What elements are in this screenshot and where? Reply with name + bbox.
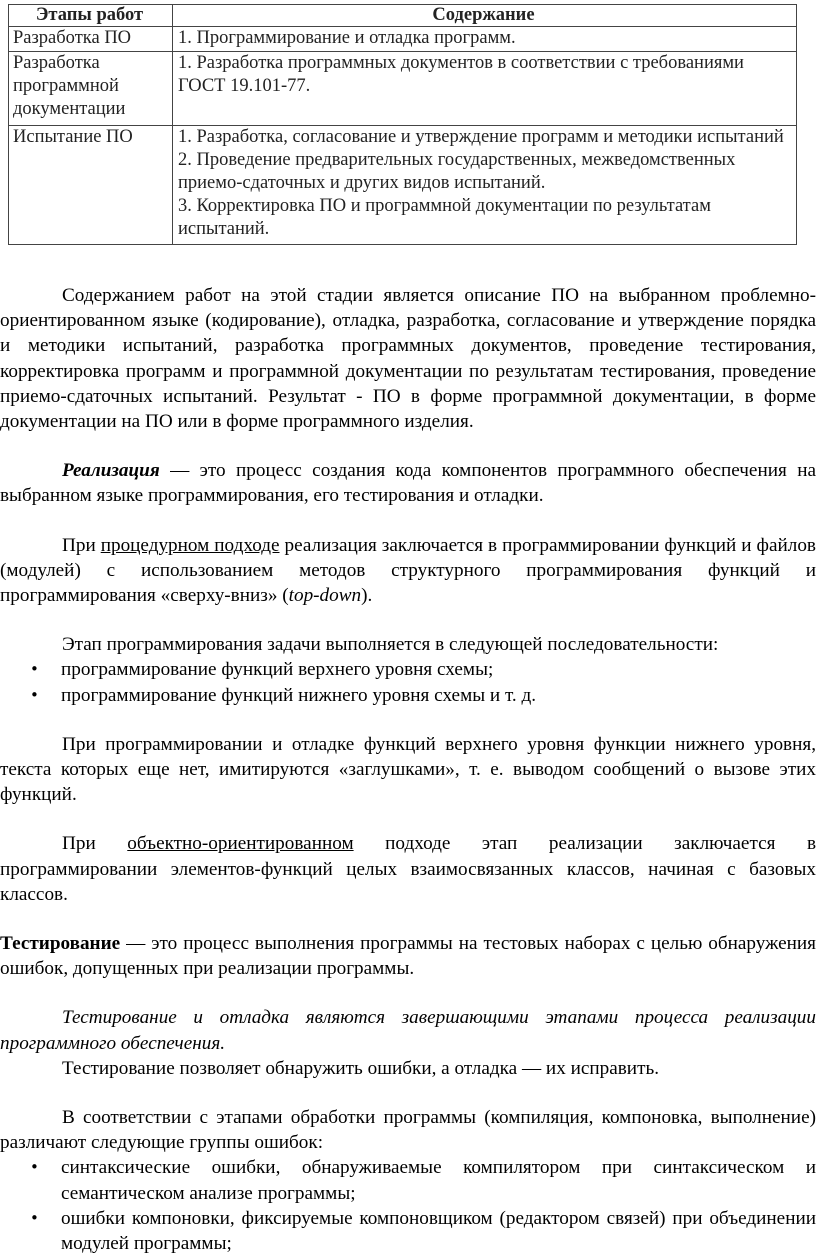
document-body (0, 283, 816, 1256)
stage-cell: Разработка программной документации (9, 52, 173, 126)
content-item: 3. Корректировка ПО и программной документации по результатам испытаний. (178, 196, 711, 239)
content-item: 1. Программирование и отладка программ. (178, 28, 516, 48)
header-stages: Этапы работ (9, 5, 173, 27)
header-content: Содержание (173, 5, 797, 27)
content-cell (173, 126, 797, 245)
list-item: • ошибки компоновки, фиксируемые компоновщиком (редактором связей) при объединении модулей программы; (30, 1207, 816, 1255)
paragraph: В соответствии с этапами обработки программы (компиляция, компоновка, выполнение) различают следующие группы ошибок: (0, 1107, 816, 1154)
content-item: 1. Разработка программных документов в соответствии с требованиями ГОСТ 19.101-77. (178, 53, 744, 96)
paragraph: Этап программирования задачи выполняется в следующей последовательности: (62, 634, 719, 656)
bullet-icon: • (30, 1208, 39, 1227)
paragraph: При программировании и отладке функций верхнего уровня функции нижнего уровня, текста которых еще нет, имитируются «заглушками», т. е. выводом сообщений о вызове этих функций. (0, 733, 816, 806)
paragraph: Тестирование позволяет обнаружить ошибки, а отладка — их исправить. (62, 1057, 660, 1079)
table-row (9, 27, 797, 52)
bullet-icon: • (30, 1158, 39, 1177)
list-item: • программирование функций нижнего уровня схемы и т. д. (0, 683, 816, 708)
paragraph-realization: Реализация — это процесс создания кода компонентов программного обеспечения на выбранном языке программирования, его тестирования и отладки. (0, 460, 816, 507)
paragraph-procedural: При процедурном подходе реализация заключается в программировании функций и файлов (модулей) с использованием методов структурного программирования функций и программирования «сверху-вниз» (top-down). (0, 534, 816, 607)
list-item: • программирование функций верхнего уровня схемы; (0, 657, 816, 682)
stage-cell: Разработка ПО (9, 27, 173, 52)
content-cell (173, 52, 797, 126)
paragraph-oop: При объектно-ориентированном подходе этап реализации заключается в программировании элементов-функций целых взаимосвязанных классов, начиная с базовых классов. (0, 833, 816, 905)
table-row (9, 52, 797, 126)
bullet-icon: • (30, 685, 39, 704)
list-item: • синтаксические ошибки, обнаруживаемые компилятором при синтаксическом и семантическом анализе программы; (30, 1157, 816, 1204)
term-testing: Тестирование (0, 933, 121, 955)
procedural-approach-link[interactable]: процедурном подходе (100, 534, 280, 556)
object-oriented-link[interactable]: объектно-ориентированном (127, 833, 354, 855)
paragraph-italic: Тестирование и отладка являются завершающими этапами процесса реализации программного обеспечения. (0, 1007, 816, 1054)
term-realization: Реализация (62, 460, 160, 482)
paragraph: Содержанием работ на этой стадии является описание ПО на выбранном проблемно-ориентированном языке (кодирование), отладка, разработка, согласование и утверждение порядка и методики испытаний, разработка программных документов, проведение тестирования, корректировка программ и программной документации по результатам тестирования, проведение приемо-сдаточных испытаний. Результат - ПО в форме программной документации, в форме документации на ПО или в форме программного изделия. (0, 285, 816, 433)
content-item: 1. Разработка, согласование и утверждение программ и методики испытаний (178, 127, 784, 147)
stages-table (8, 4, 797, 245)
table-row (9, 126, 797, 245)
bullet-list (0, 657, 816, 707)
content-cell (173, 27, 797, 52)
table-header-row (9, 5, 797, 27)
bullet-list (0, 1155, 816, 1256)
content-item: 2. Проведение предварительных государственных, межведомственных приемо-сдаточных и других видов испытаний. (178, 150, 736, 193)
paragraph-testing: Тестирование — это процесс выполнения программы на тестовых наборах с целью обнаружения ошибок, допущенных при реализации программы. (0, 933, 816, 980)
bullet-icon: • (30, 660, 39, 679)
stage-cell: Испытание ПО (9, 126, 173, 245)
